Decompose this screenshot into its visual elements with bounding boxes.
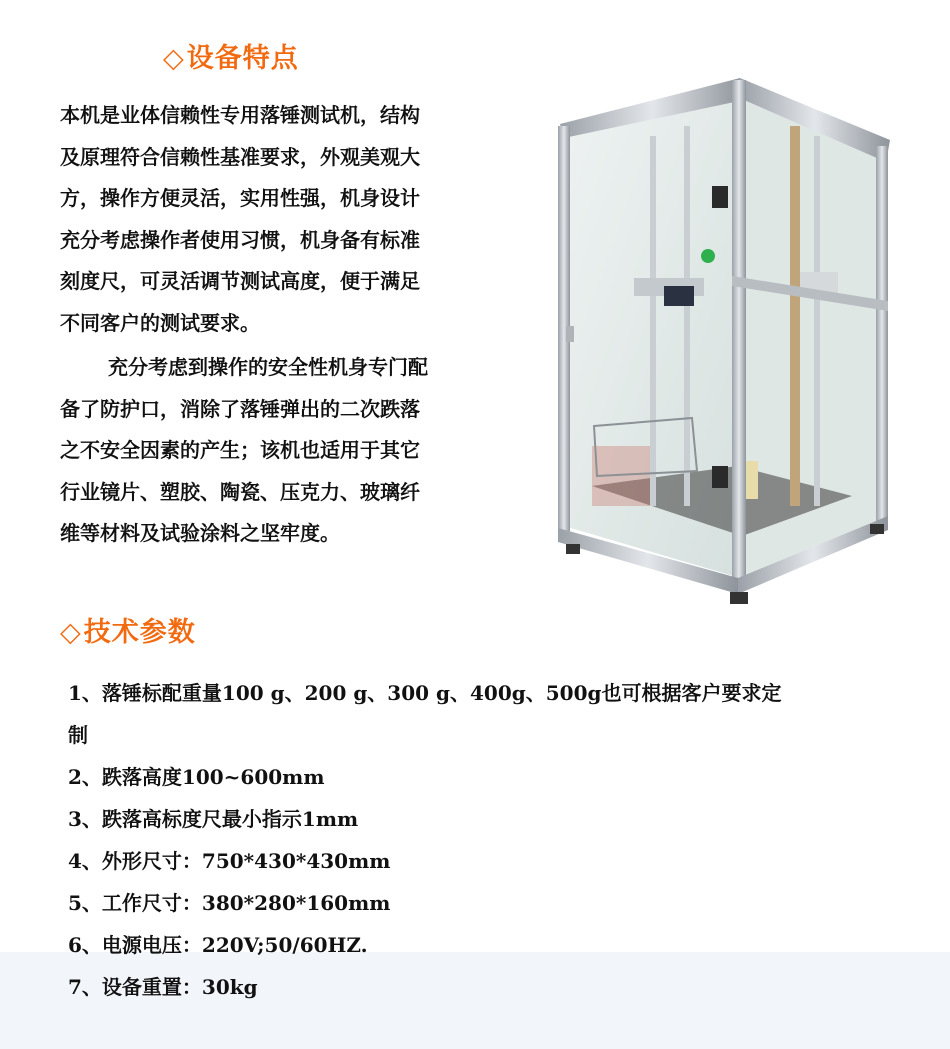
spec-item: 5、工作尺寸：380*280*160mm	[68, 891, 391, 915]
spec-item: 2、跌落高度100~600mm	[68, 765, 325, 789]
paragraph-line: 充分考虑到操作的安全性机身专门配	[108, 355, 428, 379]
spec-item: 4、外形尺寸：750*430*430mm	[68, 849, 391, 873]
spec-item: 7、设备重置：30kg	[68, 975, 258, 999]
specs-heading-text: 技术参数	[83, 617, 196, 648]
features-paragraph-2	[60, 347, 500, 389]
features-heading-text: 设备特点	[186, 43, 299, 74]
features-heading	[163, 36, 299, 75]
spec-item: 1、落锤标配重量100 g、200 g、300 g、400g、500g也可根据客户要求定	[68, 681, 782, 705]
specs-heading	[60, 610, 196, 649]
spec-item: 6、电源电压：220V;50/60HZ.	[68, 933, 368, 957]
paragraph-line: 方，操作方便灵活，实用性强，机身设计	[60, 186, 420, 210]
features-paragraph-2-cont	[60, 389, 500, 555]
spec-item: 3、跌落高标度尺最小指示1mm	[68, 807, 359, 831]
diamond-icon: ◇	[163, 43, 185, 74]
paragraph-line: 之不安全因素的产生；该机也适用于其它	[60, 438, 420, 462]
paragraph-line: 刻度尺，可灵活调节测试高度，便于满足	[60, 269, 420, 293]
paragraph-line: 充分考虑操作者使用习惯，机身备有标准	[60, 227, 420, 252]
features-paragraph-1	[60, 95, 500, 344]
paragraph-line: 行业镜片、塑胶、陶瓷、压克力、玻璃纤	[60, 479, 420, 504]
paragraph-line: 维等材料及试验涂料之坚牢度。	[60, 521, 340, 545]
drop-hammer-tester-image	[552, 66, 892, 606]
paragraph-line: 及原理符合信赖性基准要求，外观美观大	[60, 144, 420, 169]
diamond-icon: ◇	[60, 617, 82, 648]
spec-list	[68, 672, 888, 1008]
paragraph-line: 本机是业体信赖性专用落锤测试机，结构	[60, 103, 420, 127]
spec-item: 制	[68, 723, 88, 747]
paragraph-line: 备了防护口，消除了落锤弹出的二次跌落	[60, 396, 420, 421]
paragraph-line: 不同客户的测试要求。	[60, 310, 260, 335]
